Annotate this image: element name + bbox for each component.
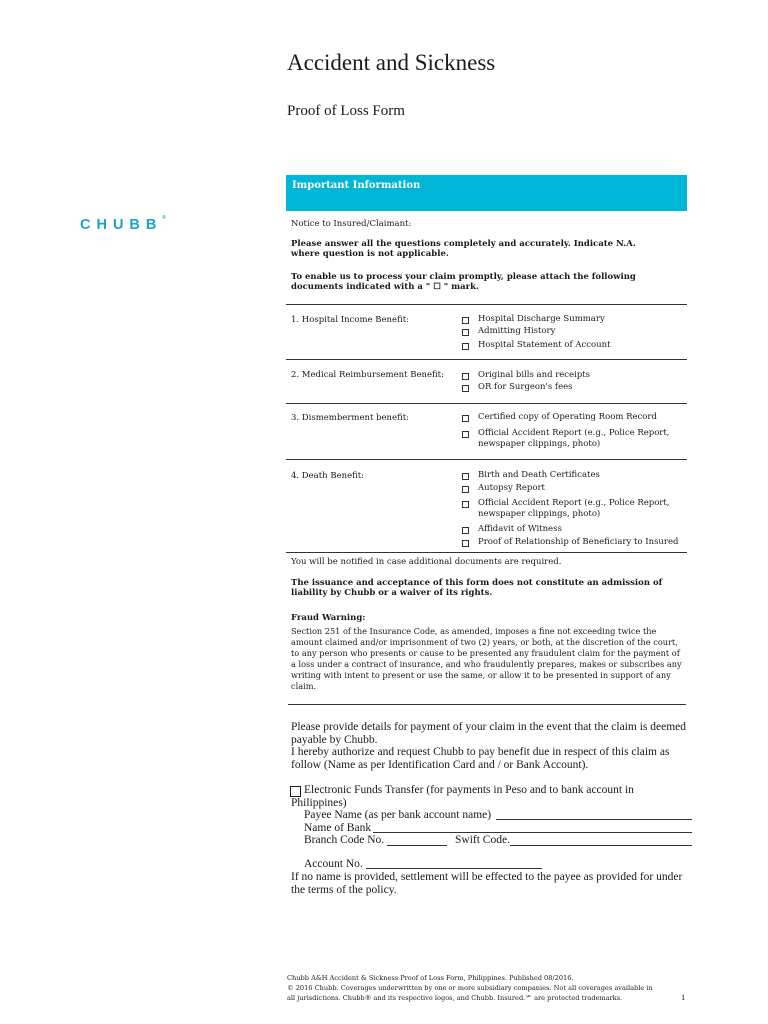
fraud-warning-title: Fraud Warning: <box>291 613 366 623</box>
benefit-label-dismemberment: 3. Dismemberment benefit: <box>291 413 409 423</box>
checkbox-icon[interactable] <box>462 431 469 438</box>
checklist-item[interactable] <box>462 326 555 337</box>
payment-authorization: I hereby authorize and request Chubb to pay benefit due in respect of this claim as follow (Name as per Identification Card and / or Bank Account). <box>291 746 670 771</box>
checkbox-icon[interactable] <box>462 373 469 380</box>
footer-line: Chubb A&H Accident & Sickness Proof of Loss Form, Philippines. Published 08/2016. <box>287 974 574 982</box>
checkbox-icon[interactable] <box>462 486 469 493</box>
page-number: 1 <box>681 994 686 1002</box>
bank-name-field[interactable] <box>373 832 692 833</box>
checkbox-icon[interactable] <box>462 501 469 508</box>
footer-line: © 2016 Chubb. Coverages underwritten by one or more subsidiary companies. Not all coverages available in <box>287 984 653 992</box>
payee-name-label: Payee Name (as per bank account name) <box>304 809 492 821</box>
checklist-item-label: Admitting History <box>478 326 556 336</box>
checklist-item[interactable] <box>462 314 605 325</box>
benefit-label-medical-reimbursement: 2. Medical Reimbursement Benefit: <box>291 370 444 380</box>
checkbox-icon[interactable] <box>462 415 469 422</box>
checkbox-icon[interactable] <box>462 527 469 534</box>
logo-registered-mark: ® <box>162 215 167 221</box>
swift-code-label: Swift Code. <box>455 834 510 846</box>
checkbox-icon[interactable] <box>462 473 469 480</box>
document-subtitle: Proof of Loss Form <box>287 103 405 119</box>
checklist-item[interactable] <box>462 382 573 393</box>
logo-text: CHUBB <box>80 217 163 233</box>
checklist-item-label: Official Accident Report (e.g., Police Report, newspaper clippings, photo) <box>478 428 670 449</box>
divider <box>286 552 687 553</box>
checklist-item-label: Official Accident Report (e.g., Police Report, newspaper clippings, photo) <box>478 498 670 519</box>
checklist-item-label: Hospital Discharge Summary <box>478 314 605 324</box>
checklist-item[interactable] <box>462 537 678 548</box>
checklist-item-label: Proof of Relationship of Beneficiary to Insured <box>478 537 679 547</box>
swift-code-field[interactable] <box>510 845 692 846</box>
payee-name-field[interactable] <box>496 819 692 820</box>
checklist-item[interactable] <box>462 498 672 520</box>
checklist-item-label: Autopsy Report <box>478 483 545 493</box>
notice-label: Notice to Insured/Claimant: <box>291 219 412 229</box>
checkbox-icon[interactable] <box>462 317 469 324</box>
important-info-banner <box>286 175 687 211</box>
eft-label: Electronic Funds Transfer (for payments in Peso and to bank account in Philippines) <box>291 784 634 809</box>
checklist-item[interactable] <box>462 428 672 450</box>
footer <box>287 973 667 1003</box>
banner-label: Important Information <box>292 180 421 191</box>
account-no-field[interactable] <box>366 868 542 869</box>
section-divider <box>288 704 686 705</box>
checklist-item-label: Original bills and receipts <box>478 370 591 380</box>
checklist-item[interactable] <box>462 483 545 494</box>
bank-name-label: Name of Bank <box>304 822 372 834</box>
payment-intro: Please provide details for payment of your claim in the event that the claim is deemed payable by Chubb. <box>291 721 687 746</box>
divider <box>286 403 687 404</box>
footer-line: all jurisdictions. Chubb® and its respective logos, and Chubb. Insured.℠ are protected trademarks. <box>287 994 623 1002</box>
checklist-item-label: Certified copy of Operating Room Record <box>478 412 657 422</box>
issuance-disclaimer: The issuance and acceptance of this form does not constitute an admission of liability by Chubb or a waiver of its rights. <box>291 578 663 598</box>
checkbox-icon[interactable] <box>462 385 469 392</box>
checklist-item[interactable] <box>462 412 657 423</box>
branch-code-field[interactable] <box>387 845 447 846</box>
instruction-attach: To enable us to process your claim promptly, please attach the following documents indicated with a " ☐ " mark. <box>291 272 636 292</box>
notification-note: You will be notified in case additional documents are required. <box>291 557 562 567</box>
chubb-logo <box>80 217 166 233</box>
checklist-item[interactable] <box>462 340 611 351</box>
document-title: Accident and Sickness <box>287 50 496 75</box>
divider <box>286 304 687 305</box>
instruction-answer: Please answer all the questions completely and accurately. Indicate N.A. where question is not applicable. <box>291 239 636 259</box>
checklist-item-label: Hospital Statement of Account <box>478 340 611 350</box>
checkbox-icon[interactable] <box>462 329 469 336</box>
branch-code-label: Branch Code No. <box>304 834 385 846</box>
settlement-note: If no name is provided, settlement will be effected to the payee as provided for under the terms of the policy. <box>291 871 683 896</box>
benefit-label-hospital-income: 1. Hospital Income Benefit: <box>291 315 409 325</box>
checklist-item-label: Birth and Death Certificates <box>478 470 600 480</box>
checkbox-icon[interactable] <box>462 540 469 547</box>
checklist-item[interactable] <box>462 470 600 481</box>
account-no-label: Account No. <box>304 858 363 870</box>
benefit-label-death: 4. Death Benefit: <box>291 471 365 481</box>
checklist-item[interactable] <box>462 524 562 535</box>
fraud-warning-text: Section 251 of the Insurance Code, as amended, imposes a fine not exceeding twice the amount claimed and/or imprisonment of two (2) years, or both, at the discretion of the court, to any person who presents or cause to be presented any fraudulent claim for the payment of a loss under a contract of insurance, and who fraudulently prepares, makes or subscribes any writing with intent to present or use the same, or allow it to be presented in support of any claim. <box>291 626 682 691</box>
checkbox-icon[interactable] <box>462 343 469 350</box>
checklist-item-label: Affidavit of Witness <box>478 524 562 534</box>
divider <box>286 359 687 360</box>
checklist-item-label: OR for Surgeon's fees <box>478 382 573 392</box>
divider <box>286 459 687 460</box>
checklist-item[interactable] <box>462 370 590 381</box>
